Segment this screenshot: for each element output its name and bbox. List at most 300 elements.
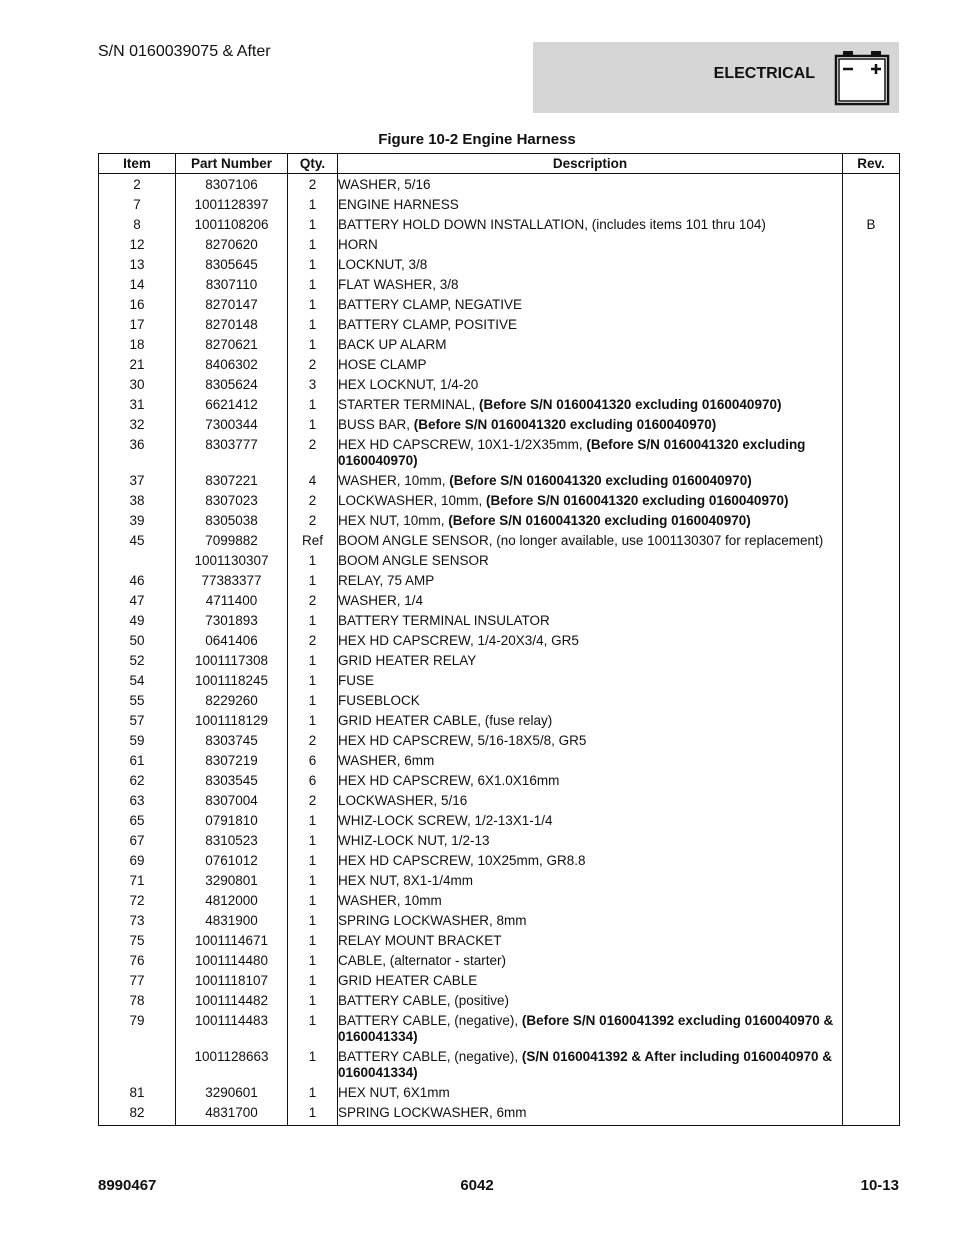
table-row	[99, 651, 900, 671]
description-cell	[338, 195, 843, 215]
description-cell	[338, 671, 843, 691]
part-number-cell: 1001114483	[176, 1011, 288, 1047]
part-number-cell: 8307106	[176, 174, 288, 196]
item-cell	[99, 551, 176, 571]
item-cell: 13	[99, 255, 176, 275]
table-row	[99, 631, 900, 651]
part-number-cell: 8310523	[176, 831, 288, 851]
description-text: WASHER, 10mm,	[338, 473, 450, 488]
qty-cell: 1	[288, 235, 338, 255]
description-text: SPRING LOCKWASHER, 6mm	[338, 1105, 527, 1120]
figure-title: Figure 10-2 Engine Harness	[378, 131, 576, 148]
item-cell: 14	[99, 275, 176, 295]
description-cell	[338, 511, 843, 531]
qty-cell: 1	[288, 1047, 338, 1083]
table-row	[99, 195, 900, 215]
item-cell: 16	[99, 295, 176, 315]
item-cell: 82	[99, 1103, 176, 1126]
part-number-cell: 0761012	[176, 851, 288, 871]
part-number-cell: 0791810	[176, 811, 288, 831]
qty-cell: 1	[288, 275, 338, 295]
table-row	[99, 571, 900, 591]
table-row	[99, 315, 900, 335]
item-cell: 55	[99, 691, 176, 711]
table-row	[99, 951, 900, 971]
rev-cell	[843, 531, 900, 551]
table-row	[99, 435, 900, 471]
item-cell: 72	[99, 891, 176, 911]
item-cell: 78	[99, 991, 176, 1011]
part-number-cell: 1001118107	[176, 971, 288, 991]
rev-cell	[843, 1083, 900, 1103]
description-text: BATTERY CABLE, (positive)	[338, 993, 510, 1008]
description-cell	[338, 355, 843, 375]
rev-cell	[843, 891, 900, 911]
description-cell	[338, 871, 843, 891]
qty-cell: 1	[288, 691, 338, 711]
description-cell	[338, 791, 843, 811]
rev-cell	[843, 1011, 900, 1047]
rev-cell	[843, 851, 900, 871]
part-number-cell: 8305645	[176, 255, 288, 275]
rev-cell	[843, 195, 900, 215]
qty-cell: 1	[288, 711, 338, 731]
table-row	[99, 1011, 900, 1047]
part-number-cell: 8270620	[176, 235, 288, 255]
description-text: FLAT WASHER, 3/8	[338, 277, 459, 292]
rev-cell	[843, 491, 900, 511]
part-number-cell: 8307023	[176, 491, 288, 511]
description-cell	[338, 295, 843, 315]
description-cell	[338, 891, 843, 911]
item-cell: 69	[99, 851, 176, 871]
description-text: RELAY, 75 AMP	[338, 573, 435, 588]
description-text: HEX HD CAPSCREW, 1/4-20X3/4, GR5	[338, 633, 579, 648]
part-number-cell: 4711400	[176, 591, 288, 611]
description-cell	[338, 1083, 843, 1103]
description-text: BOOM ANGLE SENSOR	[338, 553, 489, 568]
item-cell: 32	[99, 415, 176, 435]
rev-cell	[843, 811, 900, 831]
rev-cell	[843, 415, 900, 435]
rev-cell	[843, 711, 900, 731]
description-text: HEX NUT, 8X1-1/4mm	[338, 873, 474, 888]
description-text: HEX HD CAPSCREW, 10X25mm, GR8.8	[338, 853, 586, 868]
description-cell	[338, 435, 843, 471]
rev-cell	[843, 871, 900, 891]
qty-cell: 1	[288, 571, 338, 591]
serial-number-header: S/N 0160039075 & After	[98, 43, 271, 60]
table-row	[99, 415, 900, 435]
description-cell	[338, 174, 843, 196]
description-cell	[338, 811, 843, 831]
part-number-cell: 1001128397	[176, 195, 288, 215]
qty-cell: 1	[288, 215, 338, 235]
part-number-cell: 1001130307	[176, 551, 288, 571]
part-number-cell: 7099882	[176, 531, 288, 551]
description-text: BATTERY HOLD DOWN INSTALLATION, (includes items 101 thru 104)	[338, 217, 766, 232]
item-cell: 81	[99, 1083, 176, 1103]
description-cell	[338, 1011, 843, 1047]
qty-cell: 2	[288, 511, 338, 531]
qty-cell: 1	[288, 811, 338, 831]
description-text: BATTERY CLAMP, POSITIVE	[338, 317, 518, 332]
description-text: GRID HEATER CABLE	[338, 973, 478, 988]
description-cell	[338, 235, 843, 255]
part-number-cell: 8305038	[176, 511, 288, 531]
part-number-cell: 1001114671	[176, 931, 288, 951]
item-cell: 12	[99, 235, 176, 255]
part-number-cell: 77383377	[176, 571, 288, 591]
qty-cell: 1	[288, 951, 338, 971]
description-cell	[338, 971, 843, 991]
description-cell	[338, 275, 843, 295]
description-cell	[338, 375, 843, 395]
description-cell	[338, 395, 843, 415]
table-row	[99, 215, 900, 235]
description-text: LOCKWASHER, 10mm,	[338, 493, 487, 508]
description-text: LOCKWASHER, 5/16	[338, 793, 468, 808]
qty-cell: 2	[288, 731, 338, 751]
column-header-part-number: Part Number	[176, 154, 288, 174]
item-cell: 45	[99, 531, 176, 551]
description-cell	[338, 931, 843, 951]
description-text: BATTERY CABLE, (negative),	[338, 1049, 522, 1064]
rev-cell	[843, 771, 900, 791]
table-row	[99, 1047, 900, 1083]
description-text: LOCKNUT, 3/8	[338, 257, 428, 272]
description-cell	[338, 771, 843, 791]
table-row	[99, 551, 900, 571]
qty-cell: 2	[288, 591, 338, 611]
rev-cell	[843, 751, 900, 771]
description-serial-note: (Before S/N 0160041320 excluding 0160040970)	[449, 473, 752, 488]
column-header-rev: Rev.	[843, 154, 900, 174]
rev-cell	[843, 911, 900, 931]
description-cell	[338, 831, 843, 851]
part-number-cell: 8307221	[176, 471, 288, 491]
table-row	[99, 711, 900, 731]
footer-page-number: 10-13	[860, 1177, 899, 1194]
item-cell: 49	[99, 611, 176, 631]
rev-cell	[843, 731, 900, 751]
table-row	[99, 275, 900, 295]
part-number-cell: 8270148	[176, 315, 288, 335]
item-cell: 76	[99, 951, 176, 971]
rev-cell	[843, 355, 900, 375]
qty-cell: 1	[288, 315, 338, 335]
part-number-cell: 1001108206	[176, 215, 288, 235]
description-text: WASHER, 5/16	[338, 177, 431, 192]
qty-cell: 3	[288, 375, 338, 395]
description-text: SPRING LOCKWASHER, 8mm	[338, 913, 527, 928]
description-serial-note: (Before S/N 0160041320 excluding 0160040970)	[479, 397, 782, 412]
part-number-cell: 1001114482	[176, 991, 288, 1011]
item-cell: 77	[99, 971, 176, 991]
description-serial-note: (Before S/N 0160041392 excluding 0160040970 & 0160041334)	[338, 1013, 834, 1044]
part-number-cell: 7301893	[176, 611, 288, 631]
qty-cell: 1	[288, 911, 338, 931]
table-row	[99, 691, 900, 711]
qty-cell: 1	[288, 255, 338, 275]
part-number-cell: 8305624	[176, 375, 288, 395]
part-number-cell: 8270621	[176, 335, 288, 355]
rev-cell	[843, 971, 900, 991]
qty-cell: 1	[288, 611, 338, 631]
description-serial-note: (Before S/N 0160041320 excluding 0160040970)	[486, 493, 789, 508]
battery-icon	[834, 48, 890, 106]
part-number-cell: 4831700	[176, 1103, 288, 1126]
item-cell: 65	[99, 811, 176, 831]
part-number-cell: 8270147	[176, 295, 288, 315]
footer-model: 6042	[460, 1177, 494, 1194]
description-text: GRID HEATER RELAY	[338, 653, 477, 668]
rev-cell	[843, 671, 900, 691]
rev-cell	[843, 1103, 900, 1126]
qty-cell: 1	[288, 931, 338, 951]
table-row	[99, 751, 900, 771]
table-row	[99, 991, 900, 1011]
part-number-cell: 1001118245	[176, 671, 288, 691]
table-row	[99, 335, 900, 355]
qty-cell: 1	[288, 551, 338, 571]
rev-cell: B	[843, 215, 900, 235]
table-row	[99, 731, 900, 751]
description-serial-note: (S/N 0160041392 & After including 0160040970 & 0160041334)	[338, 1049, 832, 1080]
item-cell: 54	[99, 671, 176, 691]
item-cell: 47	[99, 591, 176, 611]
description-cell	[338, 215, 843, 235]
table-row	[99, 811, 900, 831]
rev-cell	[843, 255, 900, 275]
part-number-cell: 8406302	[176, 355, 288, 375]
description-text: HEX NUT, 10mm,	[338, 513, 449, 528]
part-number-cell: 3290601	[176, 1083, 288, 1103]
part-number-cell: 7300344	[176, 415, 288, 435]
description-text: HOSE CLAMP	[338, 357, 427, 372]
part-number-cell: 4812000	[176, 891, 288, 911]
qty-cell: 2	[288, 491, 338, 511]
part-number-cell: 3290801	[176, 871, 288, 891]
item-cell: 2	[99, 174, 176, 196]
part-number-cell: 8303777	[176, 435, 288, 471]
part-number-cell: 1001117308	[176, 651, 288, 671]
qty-cell: 1	[288, 991, 338, 1011]
rev-cell	[843, 235, 900, 255]
rev-cell	[843, 511, 900, 531]
description-cell	[338, 255, 843, 275]
rev-cell	[843, 651, 900, 671]
item-cell: 75	[99, 931, 176, 951]
table-row	[99, 931, 900, 951]
description-serial-note: (Before S/N 0160041320 excluding 0160040970)	[338, 437, 806, 468]
item-cell: 67	[99, 831, 176, 851]
description-text: BATTERY TERMINAL INSULATOR	[338, 613, 550, 628]
item-cell: 17	[99, 315, 176, 335]
rev-cell	[843, 1047, 900, 1083]
description-text: RELAY MOUNT BRACKET	[338, 933, 502, 948]
description-cell	[338, 851, 843, 871]
rev-cell	[843, 375, 900, 395]
qty-cell: 1	[288, 335, 338, 355]
qty-cell: 1	[288, 1011, 338, 1047]
rev-cell	[843, 395, 900, 415]
table-row	[99, 255, 900, 275]
footer-document-number: 8990467	[98, 1177, 157, 1194]
description-text: STARTER TERMINAL,	[338, 397, 480, 412]
rev-cell	[843, 295, 900, 315]
table-row	[99, 295, 900, 315]
description-text: HEX HD CAPSCREW, 10X1-1/2X35mm,	[338, 437, 587, 452]
table-row	[99, 491, 900, 511]
table-row	[99, 355, 900, 375]
description-text: BOOM ANGLE SENSOR, (no longer available, use 1001130307 for replacement)	[338, 533, 824, 548]
table-row	[99, 971, 900, 991]
description-cell	[338, 611, 843, 631]
table-row	[99, 511, 900, 531]
description-cell	[338, 551, 843, 571]
table-row	[99, 531, 900, 551]
table-row	[99, 174, 900, 196]
rev-cell	[843, 275, 900, 295]
table-row	[99, 395, 900, 415]
part-number-cell: 1001118129	[176, 711, 288, 731]
part-number-cell: 0641406	[176, 631, 288, 651]
description-text: WASHER, 10mm	[338, 893, 442, 908]
item-cell: 71	[99, 871, 176, 891]
table-row	[99, 375, 900, 395]
table-row	[99, 911, 900, 931]
description-cell	[338, 415, 843, 435]
rev-cell	[843, 174, 900, 196]
item-cell: 73	[99, 911, 176, 931]
qty-cell: 1	[288, 831, 338, 851]
column-header-description: Description	[338, 154, 843, 174]
description-cell	[338, 1047, 843, 1083]
qty-cell: 6	[288, 771, 338, 791]
item-cell: 50	[99, 631, 176, 651]
description-cell	[338, 751, 843, 771]
description-text: GRID HEATER CABLE, (fuse relay)	[338, 713, 553, 728]
rev-cell	[843, 691, 900, 711]
qty-cell: 1	[288, 1103, 338, 1126]
description-text: BATTERY CABLE, (negative),	[338, 1013, 522, 1028]
item-cell: 36	[99, 435, 176, 471]
part-number-cell: 4831900	[176, 911, 288, 931]
qty-cell: 1	[288, 195, 338, 215]
rev-cell	[843, 571, 900, 591]
qty-cell: 1	[288, 671, 338, 691]
part-number-cell: 1001128663	[176, 1047, 288, 1083]
rev-cell	[843, 831, 900, 851]
table-row	[99, 471, 900, 491]
rev-cell	[843, 591, 900, 611]
column-header-qty: Qty.	[288, 154, 338, 174]
description-text: HEX HD CAPSCREW, 6X1.0X16mm	[338, 773, 560, 788]
rev-cell	[843, 991, 900, 1011]
description-serial-note: (Before S/N 0160041320 excluding 0160040970)	[448, 513, 751, 528]
qty-cell: 1	[288, 891, 338, 911]
qty-cell: 1	[288, 395, 338, 415]
item-cell: 39	[99, 511, 176, 531]
item-cell: 59	[99, 731, 176, 751]
section-title: ELECTRICAL	[713, 65, 815, 82]
description-cell	[338, 711, 843, 731]
description-text: HORN	[338, 237, 378, 252]
parts-table-body	[99, 174, 900, 1126]
table-row	[99, 1083, 900, 1103]
description-cell	[338, 731, 843, 751]
description-cell	[338, 571, 843, 591]
qty-cell: 1	[288, 971, 338, 991]
table-row	[99, 591, 900, 611]
table-row	[99, 235, 900, 255]
description-cell	[338, 491, 843, 511]
section-header	[533, 42, 899, 113]
item-cell: 38	[99, 491, 176, 511]
qty-cell: Ref	[288, 531, 338, 551]
part-number-cell: 8303745	[176, 731, 288, 751]
qty-cell: 1	[288, 871, 338, 891]
description-cell	[338, 1103, 843, 1126]
rev-cell	[843, 471, 900, 491]
description-cell	[338, 591, 843, 611]
item-cell: 62	[99, 771, 176, 791]
table-row	[99, 891, 900, 911]
qty-cell: 2	[288, 631, 338, 651]
column-header-item: Item	[99, 154, 176, 174]
description-text: CABLE, (alternator - starter)	[338, 953, 507, 968]
qty-cell: 2	[288, 174, 338, 196]
qty-cell: 6	[288, 751, 338, 771]
item-cell: 18	[99, 335, 176, 355]
table-row	[99, 851, 900, 871]
description-cell	[338, 691, 843, 711]
table-header-row	[99, 154, 900, 174]
description-cell	[338, 651, 843, 671]
item-cell: 46	[99, 571, 176, 591]
description-text: ENGINE HARNESS	[338, 197, 459, 212]
table-row	[99, 831, 900, 851]
item-cell: 61	[99, 751, 176, 771]
table-row	[99, 791, 900, 811]
description-cell	[338, 471, 843, 491]
part-number-cell: 8307219	[176, 751, 288, 771]
table-row	[99, 611, 900, 631]
part-number-cell: 8307004	[176, 791, 288, 811]
rev-cell	[843, 551, 900, 571]
qty-cell: 2	[288, 791, 338, 811]
item-cell	[99, 1047, 176, 1083]
description-serial-note: (Before S/N 0160041320 excluding 0160040970)	[413, 417, 717, 432]
description-text: BUSS BAR,	[338, 417, 414, 432]
table-row	[99, 871, 900, 891]
table-row	[99, 771, 900, 791]
part-number-cell: 6621412	[176, 395, 288, 415]
description-text: WHIZ-LOCK SCREW, 1/2-13X1-1/4	[338, 813, 553, 828]
description-text: HEX HD CAPSCREW, 5/16-18X5/8, GR5	[338, 733, 587, 748]
description-cell	[338, 531, 843, 551]
part-number-cell: 8303545	[176, 771, 288, 791]
item-cell: 37	[99, 471, 176, 491]
rev-cell	[843, 611, 900, 631]
description-cell	[338, 951, 843, 971]
description-text: FUSE	[338, 673, 375, 688]
qty-cell: 1	[288, 851, 338, 871]
item-cell: 21	[99, 355, 176, 375]
rev-cell	[843, 791, 900, 811]
item-cell: 31	[99, 395, 176, 415]
